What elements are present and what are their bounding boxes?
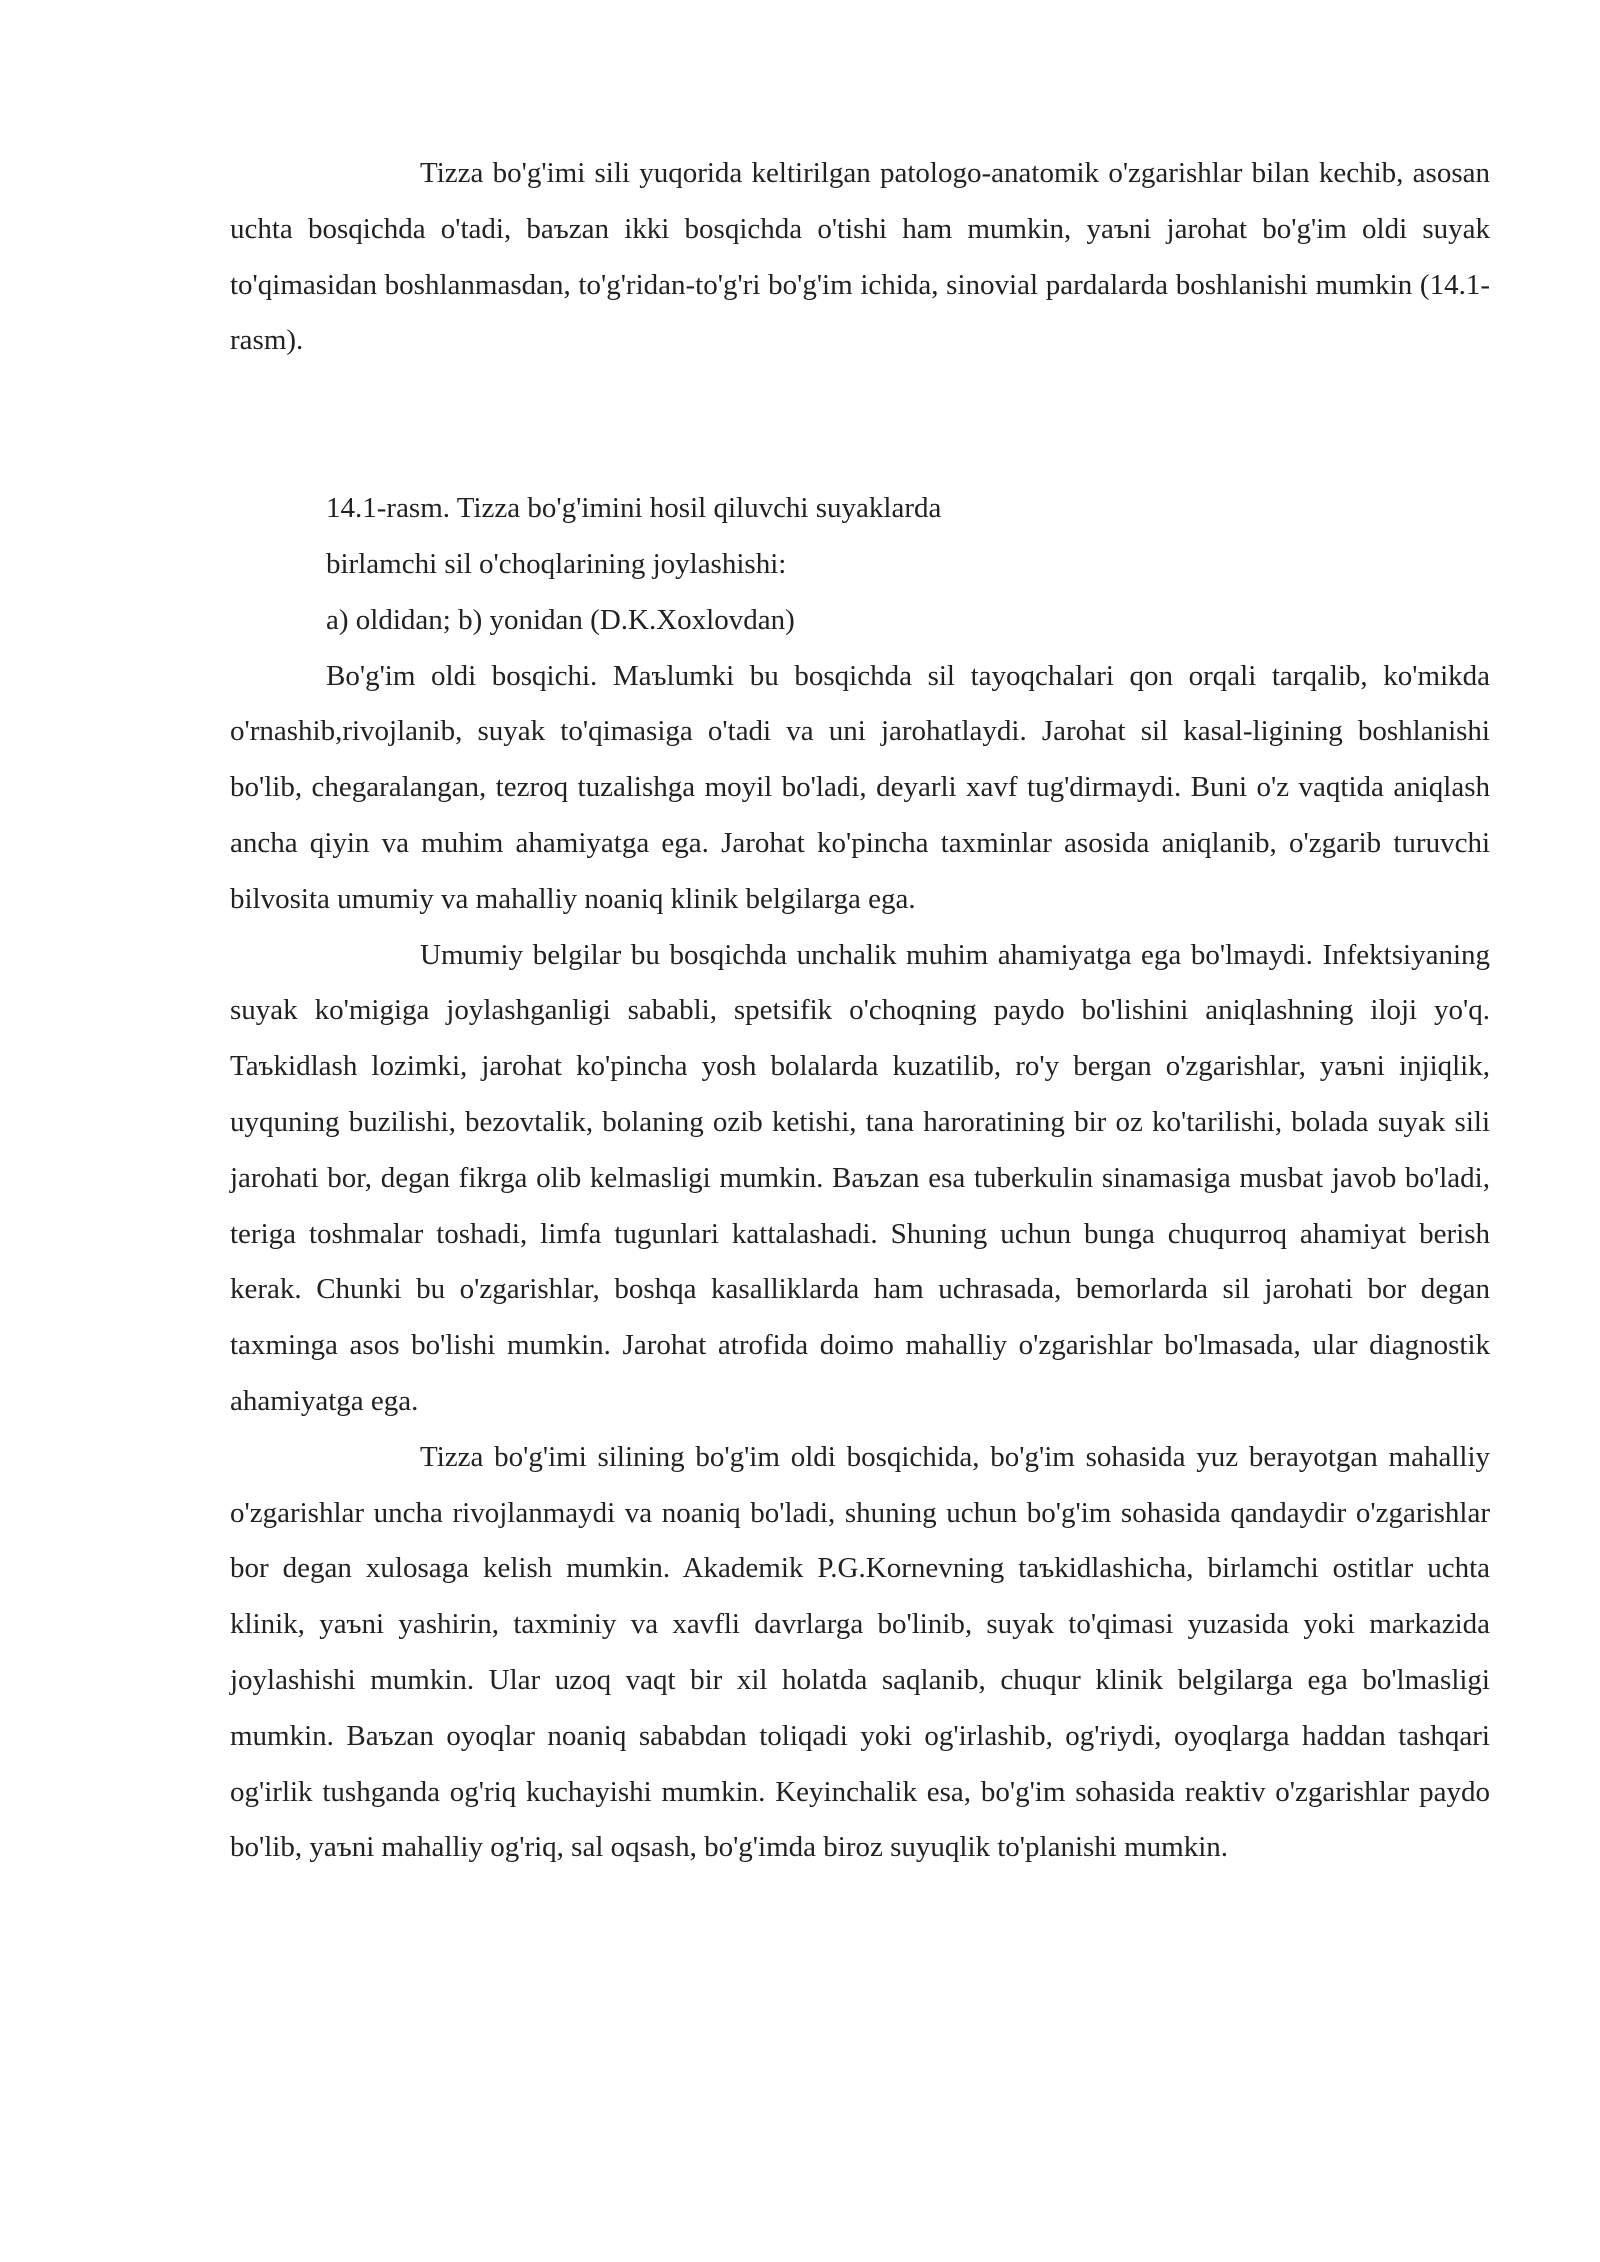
document-page <box>230 146 1490 1876</box>
paragraph-intro: Tizza bo'g'imi sili yuqorida keltirilgan patologo-anatomik o'zgarishlar bilan kechib, asosan uchta bosqichda o'tadi, baъzan ikki bosqichda o'tishi ham mumkin, yaъni jarohat bo'g'im oldi suyak to'qimasidan boshlanmasdan, to'g'ridan-to'g'ri bo'g'im ichida, sinovial pardalarda boshlanishi mumkin (14.1-rasm). <box>230 157 1490 357</box>
paragraph-local-changes: Tizza bo'g'imi silining bo'g'im oldi bosqichida, bo'g'im sohasida yuz berayotgan mahalliy o'zgarishlar uncha rivojlanmaydi va noaniq bo'ladi, shuning uchun bo'g'im sohasida qandaydir o'zgarishlar bor degan xulosaga kelish mumkin. Akademik P.G.Kornevning taъkidlashicha, birlamchi ostitlar uchta klinik, yaъni yashirin, taxminiy va xavfli davrlarga bo'linib, suyak to'qimasi yuzasida yoki markazida joylashishi mumkin. Ular uzoq vaqt bir xil holatda saqlanib, chuqur klinik belgilarga ega bo'lmasligi mumkin. Baъzan oyoqlar noaniq sababdan toliqadi yoki og'irlashib, og'riydi, oyoqlarga haddan tashqari og'irlik tushganda og'riq kuchayishi mumkin. Keyinchalik esa, bo'g'im sohasida reaktiv o'zgarishlar paydo bo'lib, yaъni mahalliy og'riq, sal oqsash, bo'g'imda biroz suyuqlik to'planishi mumkin. <box>230 1440 1490 1864</box>
caption-line-3: a) oldidan; b) yonidan (D.K.Xoxlovdan) <box>326 603 795 636</box>
paragraph-pre-articular-stage: Bo'g'im oldi bosqichi. Maъlumki bu bosqichda sil tayoqchalari qon orqali tarqalib, ko'mikda o'rnashib,rivojlanib, suyak to'qimasiga o'tadi va uni jarohatlaydi. Jarohat sil kasal-ligining boshlanishi bo'lib, chegaralangan, tezroq tuzalishga moyil bo'ladi, deyarli xavf tug'dirmaydi. Buni o'z vaqtida aniqlash ancha qiyin va muhim ahamiyatga ega. Jarohat ko'pincha taxminlar asosida aniqlanib, o'zgarib turuvchi bilvosita umumiy va mahalliy noaniq klinik belgilarga ega. <box>230 659 1490 915</box>
paragraph-general-signs: Umumiy belgilar bu bosqichda unchalik muhim ahamiyatga ega bo'lmaydi. Infektsiyaning suyak ko'migiga joylashganligi sababli, spetsifik o'choqning paydo bo'lishini aniqlashning iloji yo'q. Taъkidlash lozimki, jarohat ko'pincha yosh bolalarda kuzatilib, ro'y bergan o'zgarishlar, yaъni injiqlik, uyquning buzilishi, bezovtalik, bolaning ozib ketishi, tana haroratining bir oz ko'tarilishi, bolada suyak sili jarohati bor, degan fikrga olib kelmasligi mumkin. Baъzan esa tuberkulin sinamasiga musbat javob bo'ladi, teriga toshmalar toshadi, limfa tugunlari kattalashadi. Shuning uchun bunga chuqurroq ahamiyat berish kerak. Chunki bu o'zgarishlar, boshqa kasalliklarda ham uchrasada, bemorlarda sil jarohati bor degan taxminga asos bo'lishi mumkin. Jarohat atrofida doimo mahalliy o'zgarishlar bo'lmasada, ular diagnostik ahamiyatga ega. <box>230 938 1490 1417</box>
figure-caption <box>230 481 1490 648</box>
caption-line-1: 14.1-rasm. Tizza bo'g'imini hosil qiluvchi suyaklarda <box>326 492 942 525</box>
caption-line-2: birlamchi sil o'choqlarining joylashishi: <box>326 547 787 580</box>
